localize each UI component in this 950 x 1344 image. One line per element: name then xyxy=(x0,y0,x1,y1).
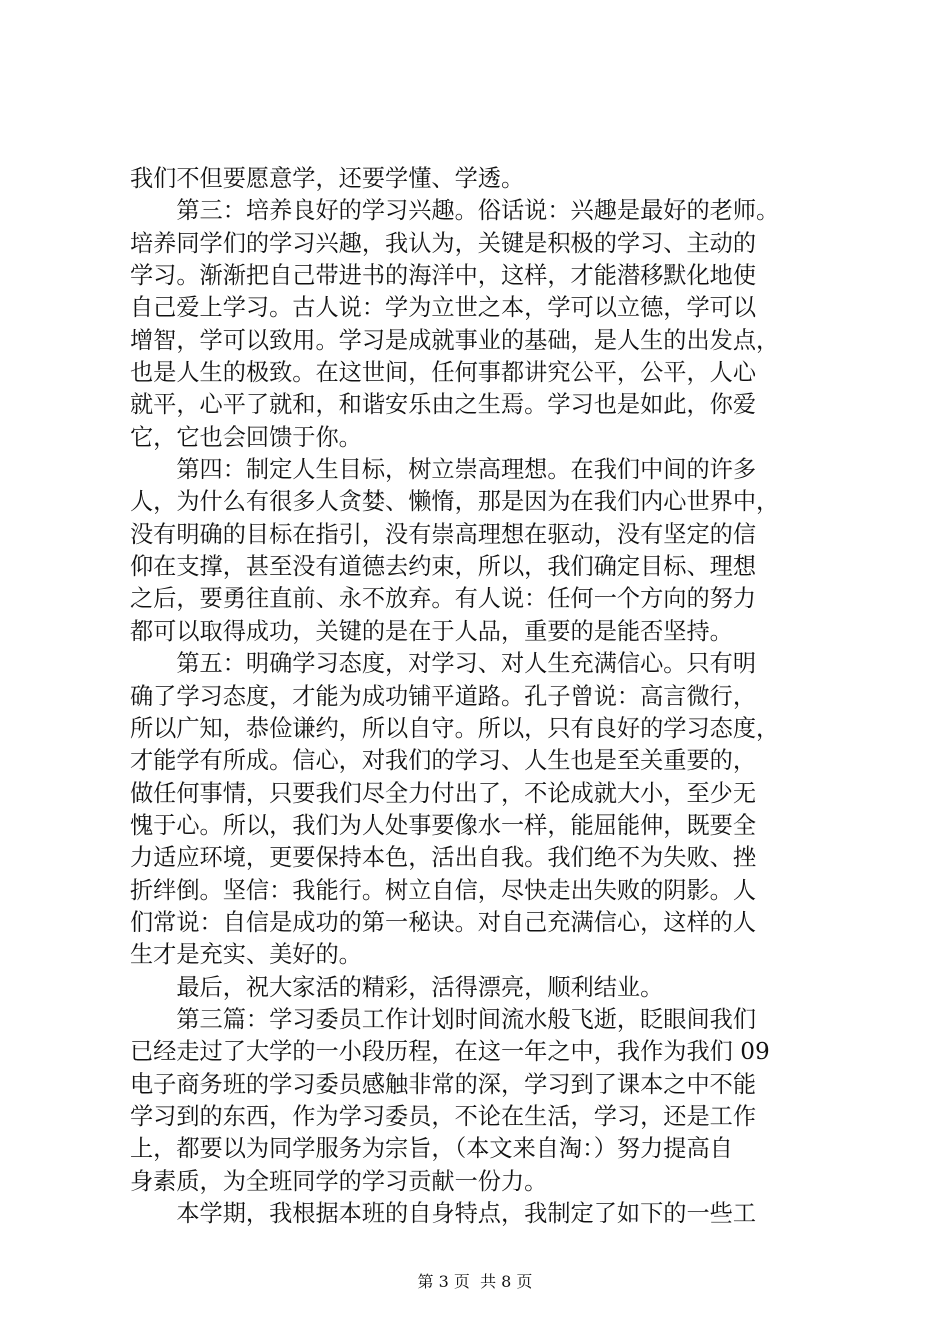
text-line: 第四：制定人生目标，树立崇高理想。在我们中间的许多 xyxy=(130,456,757,484)
text-line: 最后，祝大家活的精彩，活得漂亮，顺利结业。 xyxy=(130,973,664,1001)
text-line: 也是人生的极致。在这世间，任何事都讲究公平，公平，人心 xyxy=(130,359,757,387)
text-line: 生才是充实、美好的。 xyxy=(130,941,362,969)
text-line: 增智，学可以致用。学习是成就事业的基础，是人生的出发点， xyxy=(130,326,780,354)
text-line: 上，都要以为同学服务为宗旨，（本文来自淘：）努力提高自 xyxy=(130,1135,733,1163)
text-line: 第三篇：学习委员工作计划时间流水般飞逝，眨眼间我们 xyxy=(130,1005,757,1033)
text-line: 之后，要勇往直前、永不放弃。有人说：任何一个方向的努力 xyxy=(130,585,757,613)
text-line: 我们不但要愿意学，还要学懂、学透。 xyxy=(130,165,525,192)
text-line: 没有明确的目标在指引，没有崇高理想在驱动，没有坚定的信 xyxy=(130,520,757,548)
text-line: 做任何事情，只要我们尽全力付出了，不论成就大小，至少无 xyxy=(130,779,757,807)
text-line: 第五：明确学习态度，对学习、对人生充满信心。只有明 xyxy=(130,650,757,678)
text-line: 学习。渐渐把自己带进书的海洋中，这样，才能潜移默化地使 xyxy=(130,262,757,290)
text-line: 愧于心。所以，我们为人处事要像水一样，能屈能伸，既要全 xyxy=(130,811,757,839)
text-line: 人，为什么有很多人贪婪、懒惰，那是因为在我们内心世界中， xyxy=(130,488,780,516)
text-line: 仰在支撑，甚至没有道德去约束，所以，我们确定目标、理想 xyxy=(130,553,757,581)
text-line: 培养同学们的学习兴趣，我认为，关键是积极的学习、主动的 xyxy=(130,229,757,257)
text-line: 它，它也会回馈于你。 xyxy=(130,423,362,451)
text-line: 都可以取得成功，关键的是在于人品，重要的是能否坚持。 xyxy=(130,617,733,645)
text-line: 才能学有所成。信心，对我们的学习、人生也是至关重要的， xyxy=(130,747,757,775)
text-line: 已经走过了大学的一小段历程，在这一年之中，我作为我们 09 xyxy=(130,1038,770,1066)
text-line: 自己爱上学习。古人说：学为立世之本，学可以立德，学可以 xyxy=(130,294,757,322)
page-number-footer: 第 3 页 共 8 页 xyxy=(417,1272,533,1291)
text-line: 确了学习态度，才能为成功铺平道路。孔子曾说：高言微行， xyxy=(130,682,757,710)
text-line: 就平，心平了就和，和谐安乐由之生焉。学习也是如此，你爱 xyxy=(130,391,757,419)
text-line: 电子商务班的学习委员感触非常的深，学习到了课本之中不能 xyxy=(130,1070,757,1098)
text-line: 折绊倒。坚信：我能行。树立自信，尽快走出失败的阴影。人 xyxy=(130,876,757,904)
text-line: 学习到的东西，作为学习委员，不论在生活，学习，还是工作 xyxy=(130,1102,757,1130)
text-line: 身素质，为全班同学的学习贡献一份力。 xyxy=(130,1167,548,1195)
text-line: 力适应环境，更要保持本色，活出自我。我们绝不为失败、挫 xyxy=(130,844,757,872)
text-line: 们常说：自信是成功的第一秘诀。对自己充满信心，这样的人 xyxy=(130,908,757,936)
document-body xyxy=(130,163,830,1230)
text-line: 第三：培养良好的学习兴趣。俗话说：兴趣是最好的老师。 xyxy=(130,197,780,225)
text-line: 本学期，我根据本班的自身特点，我制定了如下的一些工 xyxy=(130,1200,757,1227)
text-line: 所以广知，恭俭谦约，所以自守。所以，只有良好的学习态度， xyxy=(130,714,780,742)
